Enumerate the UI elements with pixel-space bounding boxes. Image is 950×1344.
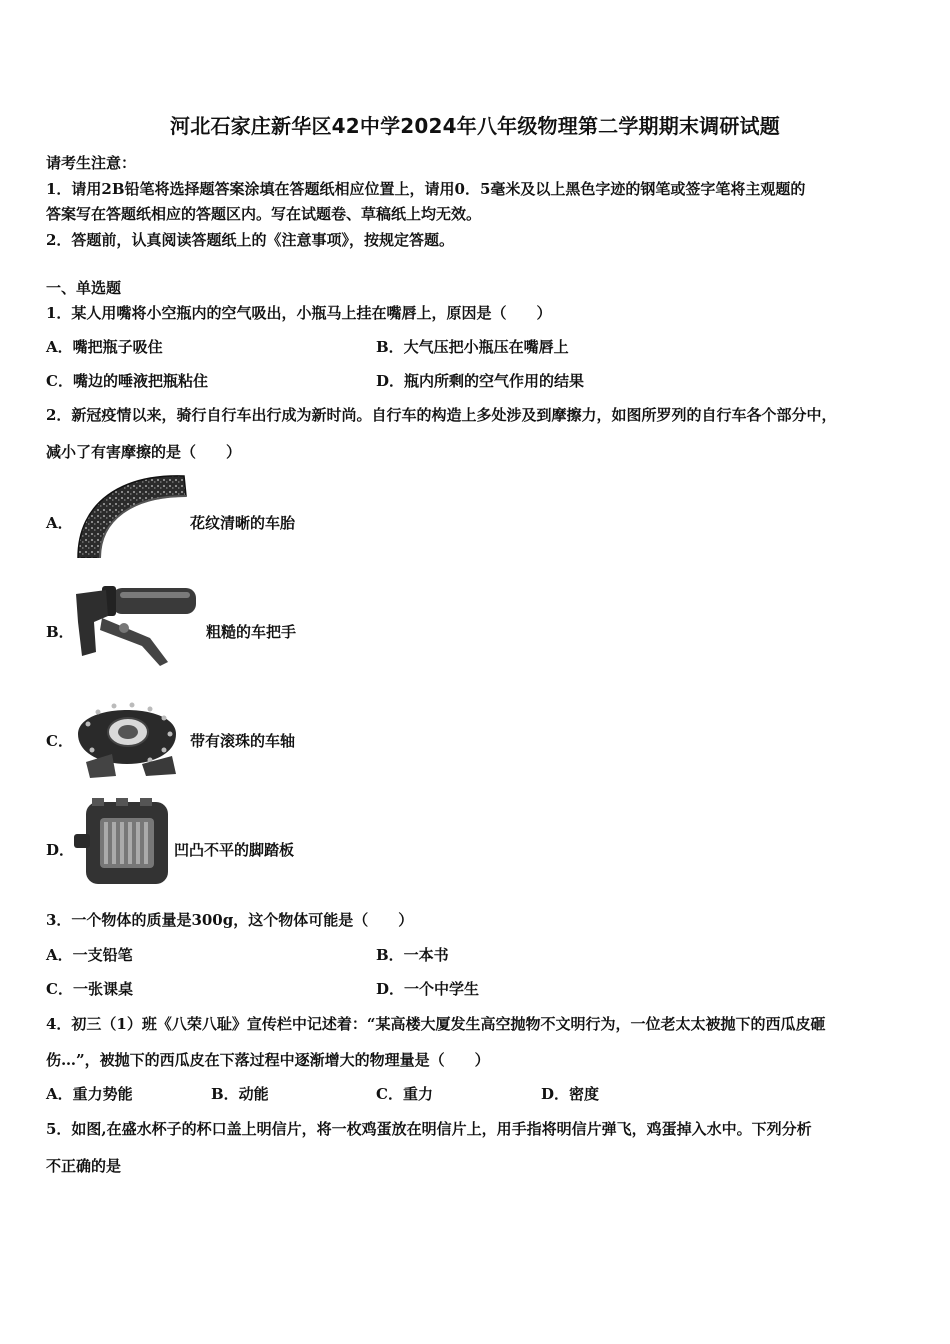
q4-stem-line-2: 伤…”，被抛下的西瓜皮在下落过程中逐渐增大的物理量是（ ） (46, 1051, 490, 1069)
q2-option-c-label: C． (46, 732, 73, 750)
bearing-hub-image (72, 690, 184, 778)
q3-stem: 3．一个物体的质量是300g，这个物体可能是（ ） (46, 911, 414, 929)
q2-stem-line-1: 2．新冠疫情以来，骑行自行车出行成为新时尚。自行车的构造上多处涉及到摩擦力，如图所罗列的自行车各个部分中， (46, 406, 837, 424)
q2-option-d-label: D． (46, 841, 75, 859)
q3-option-a: A．一支铅笔 (46, 946, 133, 964)
q4-option-a: A．重力势能 (46, 1085, 133, 1103)
q4-option-c: C．重力 (376, 1085, 433, 1103)
q2-option-a-label: A． (46, 514, 73, 532)
q3-option-d: D．一个中学生 (376, 980, 480, 998)
q4-stem-line-1: 4．初三（1）班《八荣八耻》宣传栏中记述着：“某高楼大厦发生高空抛物不文明行为，一位老太太被抛下的西瓜皮砸 (46, 1015, 826, 1033)
notice-heading: 请考生注意： (46, 154, 137, 172)
q1-option-b: B．大气压把小瓶压在嘴唇上 (376, 338, 569, 356)
q4-option-d: D．密度 (541, 1085, 600, 1103)
page-title: 河北石家庄新华区42中学2024年八年级物理第二学期期末调研试题 (170, 114, 780, 138)
pedal-image (72, 798, 172, 888)
q1-option-c: C．嘴边的唾液把瓶粘住 (46, 372, 208, 390)
q2-stem-line-2: 减小了有害摩擦的是（ ） (46, 443, 242, 461)
q2-option-a-text: 花纹清晰的车胎 (190, 514, 296, 532)
tire-image (72, 472, 188, 558)
q2-option-d-text: 凹凸不平的脚踏板 (174, 841, 295, 859)
q1-stem: 1．某人用嘴将小空瓶内的空气吸出，小瓶马上挂在嘴唇上，原因是（ ） (46, 304, 552, 322)
q4-option-b: B．动能 (211, 1085, 269, 1103)
notice-line-2: 答案写在答题纸相应的答题区内。写在试题卷、草稿纸上均无效。 (46, 205, 482, 223)
notice-line-1: 1．请用2B铅笔将选择题答案涂填在答题纸相应位置上，请用0．5毫米及以上黑色字迹的钢笔或签字笔将主观题的 (46, 180, 806, 198)
handlebar-image (72, 582, 202, 668)
q5-stem-line-1: 5．如图,在盛水杯子的杯口盖上明信片，将一枚鸡蛋放在明信片上，用手指将明信片弹飞，鸡蛋掉入水中。下列分析 (46, 1120, 812, 1138)
q3-option-b: B．一本书 (376, 946, 449, 964)
q2-option-c-text: 带有滚珠的车轴 (190, 732, 296, 750)
q2-option-b-text: 粗糙的车把手 (206, 623, 297, 641)
q1-option-d: D．瓶内所剩的空气作用的结果 (376, 372, 585, 390)
q3-option-c: C．一张课桌 (46, 980, 133, 998)
q2-option-b-label: B． (46, 623, 74, 641)
notice-line-3: 2．答题前，认真阅读答题纸上的《注意事项》，按规定答题。 (46, 231, 454, 249)
q5-stem-line-2: 不正确的是 (46, 1157, 122, 1175)
q1-option-a: A．嘴把瓶子吸住 (46, 338, 163, 356)
section-heading: 一、单选题 (46, 279, 122, 297)
